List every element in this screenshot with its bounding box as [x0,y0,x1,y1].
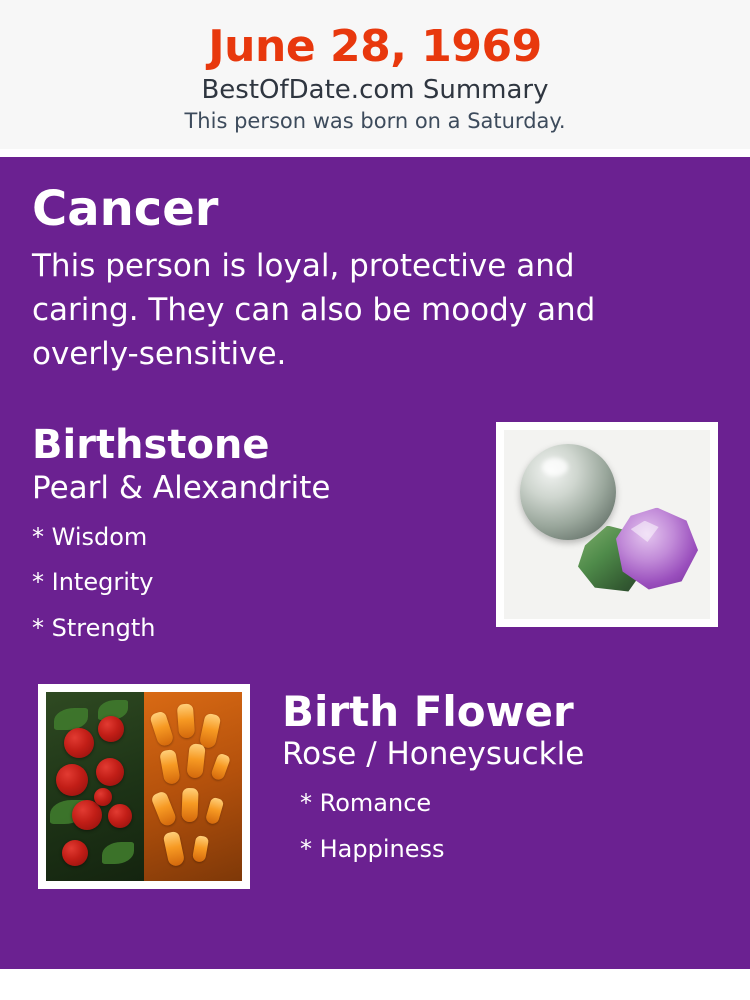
header [0,0,750,149]
header-subtitle: This person was born on a Saturday. [184,109,566,134]
birth-flower-name: Rose / Honeysuckle [282,735,585,772]
birth-flower-trait-list [282,781,718,872]
roses-icon [46,692,144,881]
birthstone-image [504,430,710,619]
birthstone-name: Pearl & Alexandrite [32,469,331,506]
birthstone-trait-list [32,515,462,652]
honeysuckle-icon [144,692,242,881]
zodiac-description: This person is loyal, protective and caring. They can also be moody and overly-sensitive. [32,247,596,372]
birthstone-section [32,422,718,654]
birth-flower-photo-frame [38,684,250,889]
list-item: * Strength [32,613,156,642]
birth-flower-image [46,692,242,881]
list-item: * Integrity [32,568,154,597]
zodiac-section [32,180,718,376]
list-item: * Romance [300,789,432,818]
birthstone-title: Birthstone [32,421,270,468]
birth-flower-title: Birth Flower [282,686,574,736]
birthstone-text [32,422,462,652]
birthstone-photo-frame [496,422,718,627]
pearl-icon [520,444,616,540]
list-item: * Happiness [300,834,445,863]
header-divider [0,149,750,157]
birth-flower-section [32,684,718,914]
page-title: June 28, 1969 [208,21,542,72]
zodiac-sign-title: Cancer [32,180,219,237]
birth-flower-text [282,684,718,873]
content-panel [0,157,750,969]
list-item: * Wisdom [32,522,148,551]
site-name: BestOfDate.com Summary [201,75,549,106]
